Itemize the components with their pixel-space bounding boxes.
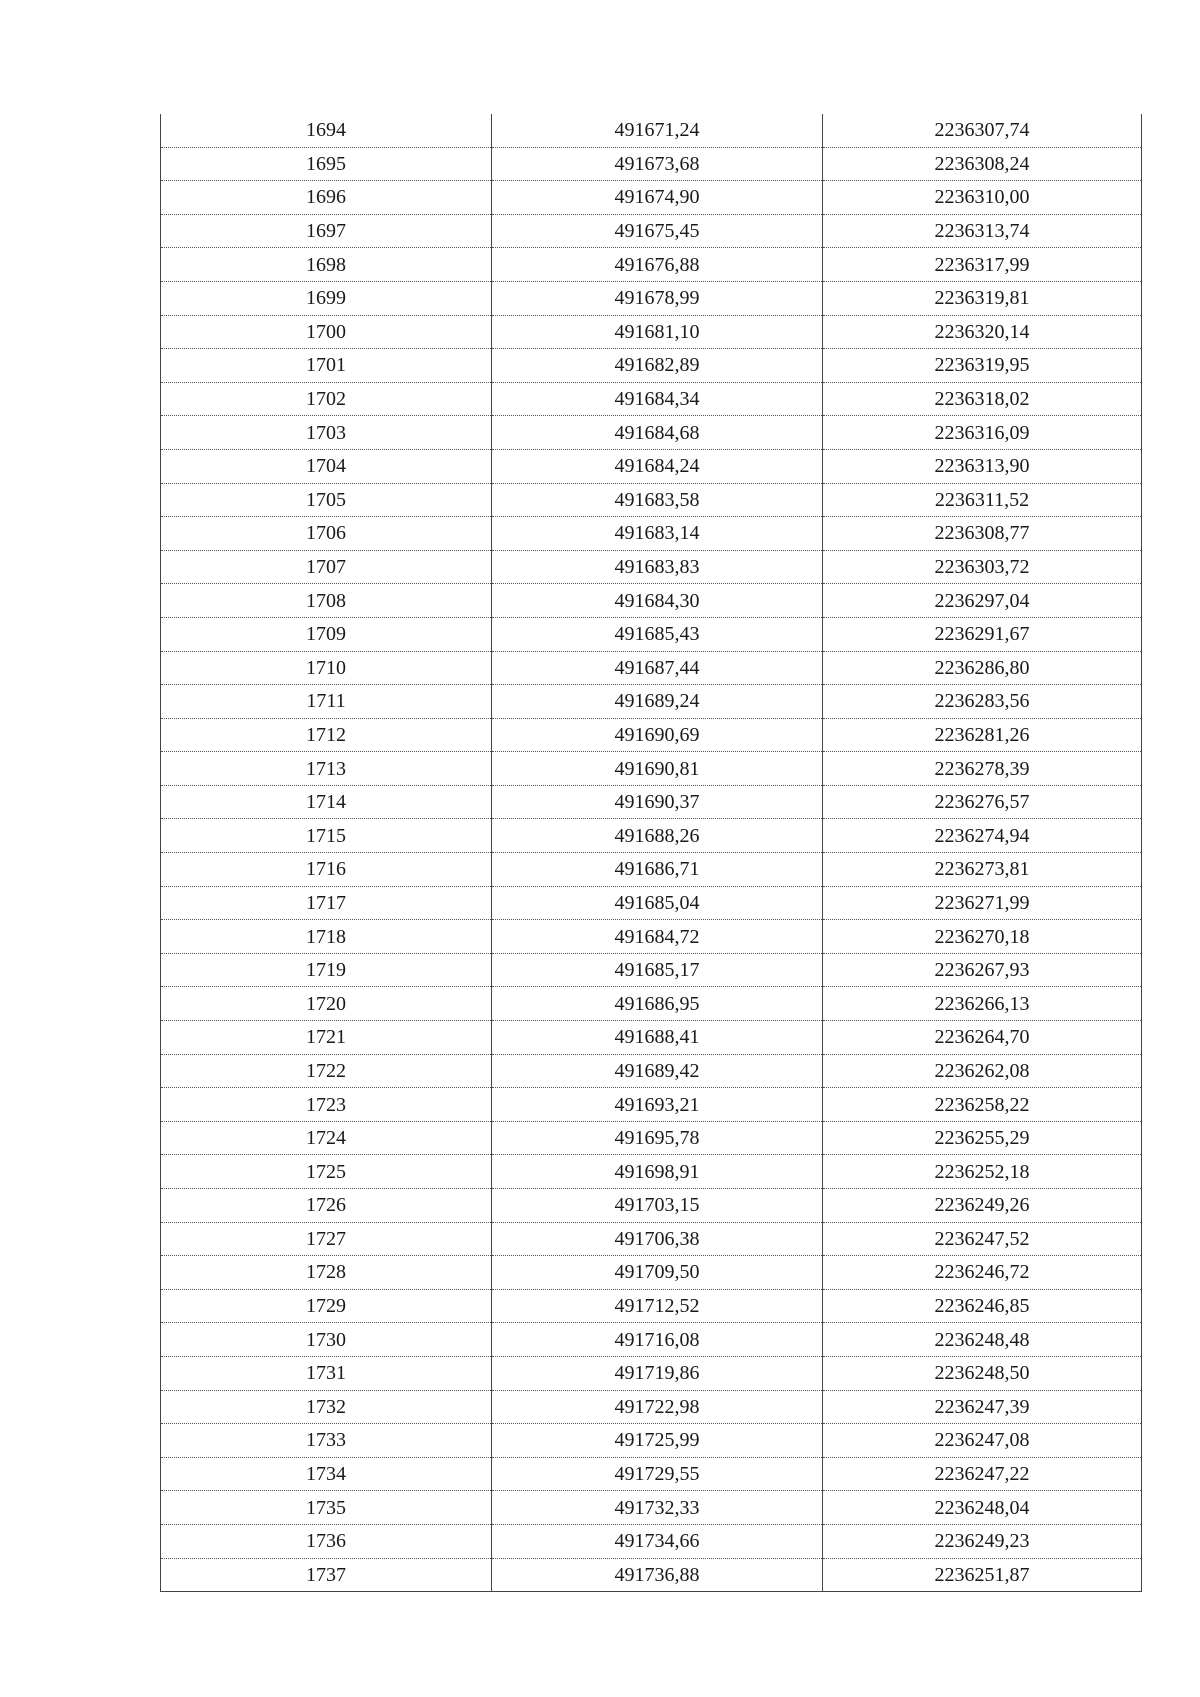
y-coordinate-cell: 2236247,22	[823, 1457, 1142, 1491]
point-number-cell: 1715	[161, 819, 492, 853]
x-coordinate-cell: 491725,99	[492, 1424, 823, 1458]
x-coordinate-cell: 491716,08	[492, 1323, 823, 1357]
x-coordinate-cell: 491688,41	[492, 1021, 823, 1055]
y-coordinate-cell: 2236281,26	[823, 718, 1142, 752]
point-number-cell: 1697	[161, 214, 492, 248]
x-coordinate-cell: 491690,37	[492, 785, 823, 819]
point-number-cell: 1735	[161, 1491, 492, 1525]
y-coordinate-cell: 2236273,81	[823, 853, 1142, 887]
point-number-cell: 1695	[161, 147, 492, 181]
y-coordinate-cell: 2236310,00	[823, 181, 1142, 215]
y-coordinate-cell: 2236291,67	[823, 617, 1142, 651]
table-row	[161, 752, 1142, 786]
y-coordinate-cell: 2236248,04	[823, 1491, 1142, 1525]
x-coordinate-cell: 491689,42	[492, 1054, 823, 1088]
y-coordinate-cell: 2236318,02	[823, 382, 1142, 416]
y-coordinate-cell: 2236249,26	[823, 1189, 1142, 1223]
table-row	[161, 651, 1142, 685]
table-row	[161, 517, 1142, 551]
y-coordinate-cell: 2236308,24	[823, 147, 1142, 181]
x-coordinate-cell: 491712,52	[492, 1289, 823, 1323]
y-coordinate-cell: 2236255,29	[823, 1121, 1142, 1155]
table-row	[161, 785, 1142, 819]
table-row	[161, 382, 1142, 416]
table-row	[161, 819, 1142, 853]
y-coordinate-cell: 2236316,09	[823, 416, 1142, 450]
coordinates-table-body	[161, 114, 1142, 1592]
point-number-cell: 1711	[161, 685, 492, 719]
x-coordinate-cell: 491685,17	[492, 953, 823, 987]
point-number-cell: 1698	[161, 248, 492, 282]
x-coordinate-cell: 491678,99	[492, 281, 823, 315]
point-number-cell: 1722	[161, 1054, 492, 1088]
point-number-cell: 1732	[161, 1390, 492, 1424]
x-coordinate-cell: 491719,86	[492, 1356, 823, 1390]
point-number-cell: 1718	[161, 920, 492, 954]
point-number-cell: 1737	[161, 1558, 492, 1592]
x-coordinate-cell: 491690,69	[492, 718, 823, 752]
coordinates-table	[160, 114, 1142, 1592]
y-coordinate-cell: 2236258,22	[823, 1088, 1142, 1122]
table-row	[161, 1054, 1142, 1088]
table-row	[161, 1491, 1142, 1525]
point-number-cell: 1716	[161, 853, 492, 887]
x-coordinate-cell: 491688,26	[492, 819, 823, 853]
x-coordinate-cell: 491674,90	[492, 181, 823, 215]
y-coordinate-cell: 2236303,72	[823, 550, 1142, 584]
point-number-cell: 1710	[161, 651, 492, 685]
point-number-cell: 1728	[161, 1256, 492, 1290]
point-number-cell: 1717	[161, 886, 492, 920]
point-number-cell: 1702	[161, 382, 492, 416]
y-coordinate-cell: 2236286,80	[823, 651, 1142, 685]
x-coordinate-cell: 491732,33	[492, 1491, 823, 1525]
y-coordinate-cell: 2236319,81	[823, 281, 1142, 315]
y-coordinate-cell: 2236311,52	[823, 483, 1142, 517]
point-number-cell: 1729	[161, 1289, 492, 1323]
table-row	[161, 1222, 1142, 1256]
table-row	[161, 550, 1142, 584]
y-coordinate-cell: 2236248,48	[823, 1323, 1142, 1357]
point-number-cell: 1699	[161, 281, 492, 315]
x-coordinate-cell: 491683,58	[492, 483, 823, 517]
x-coordinate-cell: 491736,88	[492, 1558, 823, 1592]
y-coordinate-cell: 2236248,50	[823, 1356, 1142, 1390]
y-coordinate-cell: 2236308,77	[823, 517, 1142, 551]
y-coordinate-cell: 2236247,52	[823, 1222, 1142, 1256]
point-number-cell: 1736	[161, 1524, 492, 1558]
point-number-cell: 1719	[161, 953, 492, 987]
x-coordinate-cell: 491729,55	[492, 1457, 823, 1491]
table-row	[161, 1121, 1142, 1155]
y-coordinate-cell: 2236270,18	[823, 920, 1142, 954]
table-row	[161, 953, 1142, 987]
point-number-cell: 1730	[161, 1323, 492, 1357]
table-row	[161, 1390, 1142, 1424]
x-coordinate-cell: 491681,10	[492, 315, 823, 349]
point-number-cell: 1706	[161, 517, 492, 551]
x-coordinate-cell: 491693,21	[492, 1088, 823, 1122]
point-number-cell: 1701	[161, 349, 492, 383]
table-row	[161, 114, 1142, 147]
point-number-cell: 1712	[161, 718, 492, 752]
table-row	[161, 1021, 1142, 1055]
y-coordinate-cell: 2236247,39	[823, 1390, 1142, 1424]
x-coordinate-cell: 491684,30	[492, 584, 823, 618]
x-coordinate-cell: 491684,24	[492, 449, 823, 483]
x-coordinate-cell: 491683,83	[492, 550, 823, 584]
y-coordinate-cell: 2236313,74	[823, 214, 1142, 248]
point-number-cell: 1708	[161, 584, 492, 618]
x-coordinate-cell: 491686,71	[492, 853, 823, 887]
x-coordinate-cell: 491675,45	[492, 214, 823, 248]
table-row	[161, 886, 1142, 920]
point-number-cell: 1720	[161, 987, 492, 1021]
table-row	[161, 617, 1142, 651]
x-coordinate-cell: 491734,66	[492, 1524, 823, 1558]
y-coordinate-cell: 2236252,18	[823, 1155, 1142, 1189]
y-coordinate-cell: 2236247,08	[823, 1424, 1142, 1458]
point-number-cell: 1734	[161, 1457, 492, 1491]
point-number-cell: 1700	[161, 315, 492, 349]
point-number-cell: 1696	[161, 181, 492, 215]
table-row	[161, 1189, 1142, 1223]
table-row	[161, 718, 1142, 752]
point-number-cell: 1704	[161, 449, 492, 483]
x-coordinate-cell: 491722,98	[492, 1390, 823, 1424]
point-number-cell: 1725	[161, 1155, 492, 1189]
table-row	[161, 449, 1142, 483]
table-row	[161, 181, 1142, 215]
x-coordinate-cell: 491685,04	[492, 886, 823, 920]
table-row	[161, 685, 1142, 719]
point-number-cell: 1726	[161, 1189, 492, 1223]
x-coordinate-cell: 491682,89	[492, 349, 823, 383]
y-coordinate-cell: 2236313,90	[823, 449, 1142, 483]
y-coordinate-cell: 2236246,72	[823, 1256, 1142, 1290]
y-coordinate-cell: 2236246,85	[823, 1289, 1142, 1323]
y-coordinate-cell: 2236267,93	[823, 953, 1142, 987]
x-coordinate-cell: 491684,68	[492, 416, 823, 450]
point-number-cell: 1733	[161, 1424, 492, 1458]
table-row	[161, 853, 1142, 887]
point-number-cell: 1709	[161, 617, 492, 651]
table-row	[161, 1457, 1142, 1491]
table-row	[161, 1424, 1142, 1458]
point-number-cell: 1727	[161, 1222, 492, 1256]
x-coordinate-cell: 491706,38	[492, 1222, 823, 1256]
table-row	[161, 1155, 1142, 1189]
point-number-cell: 1724	[161, 1121, 492, 1155]
table-row	[161, 315, 1142, 349]
point-number-cell: 1707	[161, 550, 492, 584]
table-row	[161, 214, 1142, 248]
table-row	[161, 1356, 1142, 1390]
table-row	[161, 248, 1142, 282]
y-coordinate-cell: 2236271,99	[823, 886, 1142, 920]
table-row	[161, 1323, 1142, 1357]
y-coordinate-cell: 2236278,39	[823, 752, 1142, 786]
table-row	[161, 920, 1142, 954]
x-coordinate-cell: 491698,91	[492, 1155, 823, 1189]
x-coordinate-cell: 491687,44	[492, 651, 823, 685]
x-coordinate-cell: 491684,34	[492, 382, 823, 416]
table-row	[161, 147, 1142, 181]
table-row	[161, 1256, 1142, 1290]
table-row	[161, 1558, 1142, 1592]
x-coordinate-cell: 491703,15	[492, 1189, 823, 1223]
x-coordinate-cell: 491671,24	[492, 114, 823, 147]
y-coordinate-cell: 2236276,57	[823, 785, 1142, 819]
x-coordinate-cell: 491683,14	[492, 517, 823, 551]
x-coordinate-cell: 491673,68	[492, 147, 823, 181]
point-number-cell: 1721	[161, 1021, 492, 1055]
table-row	[161, 483, 1142, 517]
table-row	[161, 416, 1142, 450]
table-row	[161, 987, 1142, 1021]
y-coordinate-cell: 2236274,94	[823, 819, 1142, 853]
x-coordinate-cell: 491690,81	[492, 752, 823, 786]
table-row	[161, 584, 1142, 618]
table-row	[161, 1289, 1142, 1323]
table-row	[161, 1088, 1142, 1122]
y-coordinate-cell: 2236249,23	[823, 1524, 1142, 1558]
x-coordinate-cell: 491689,24	[492, 685, 823, 719]
y-coordinate-cell: 2236319,95	[823, 349, 1142, 383]
point-number-cell: 1713	[161, 752, 492, 786]
y-coordinate-cell: 2236283,56	[823, 685, 1142, 719]
point-number-cell: 1705	[161, 483, 492, 517]
x-coordinate-cell: 491676,88	[492, 248, 823, 282]
y-coordinate-cell: 2236251,87	[823, 1558, 1142, 1592]
y-coordinate-cell: 2236264,70	[823, 1021, 1142, 1055]
y-coordinate-cell: 2236317,99	[823, 248, 1142, 282]
point-number-cell: 1714	[161, 785, 492, 819]
point-number-cell: 1703	[161, 416, 492, 450]
y-coordinate-cell: 2236266,13	[823, 987, 1142, 1021]
y-coordinate-cell: 2236320,14	[823, 315, 1142, 349]
x-coordinate-cell: 491695,78	[492, 1121, 823, 1155]
x-coordinate-cell: 491686,95	[492, 987, 823, 1021]
point-number-cell: 1731	[161, 1356, 492, 1390]
x-coordinate-cell: 491684,72	[492, 920, 823, 954]
table-row	[161, 349, 1142, 383]
table-row	[161, 1524, 1142, 1558]
x-coordinate-cell: 491709,50	[492, 1256, 823, 1290]
x-coordinate-cell: 491685,43	[492, 617, 823, 651]
y-coordinate-cell: 2236262,08	[823, 1054, 1142, 1088]
table-row	[161, 281, 1142, 315]
y-coordinate-cell: 2236307,74	[823, 114, 1142, 147]
y-coordinate-cell: 2236297,04	[823, 584, 1142, 618]
point-number-cell: 1694	[161, 114, 492, 147]
point-number-cell: 1723	[161, 1088, 492, 1122]
